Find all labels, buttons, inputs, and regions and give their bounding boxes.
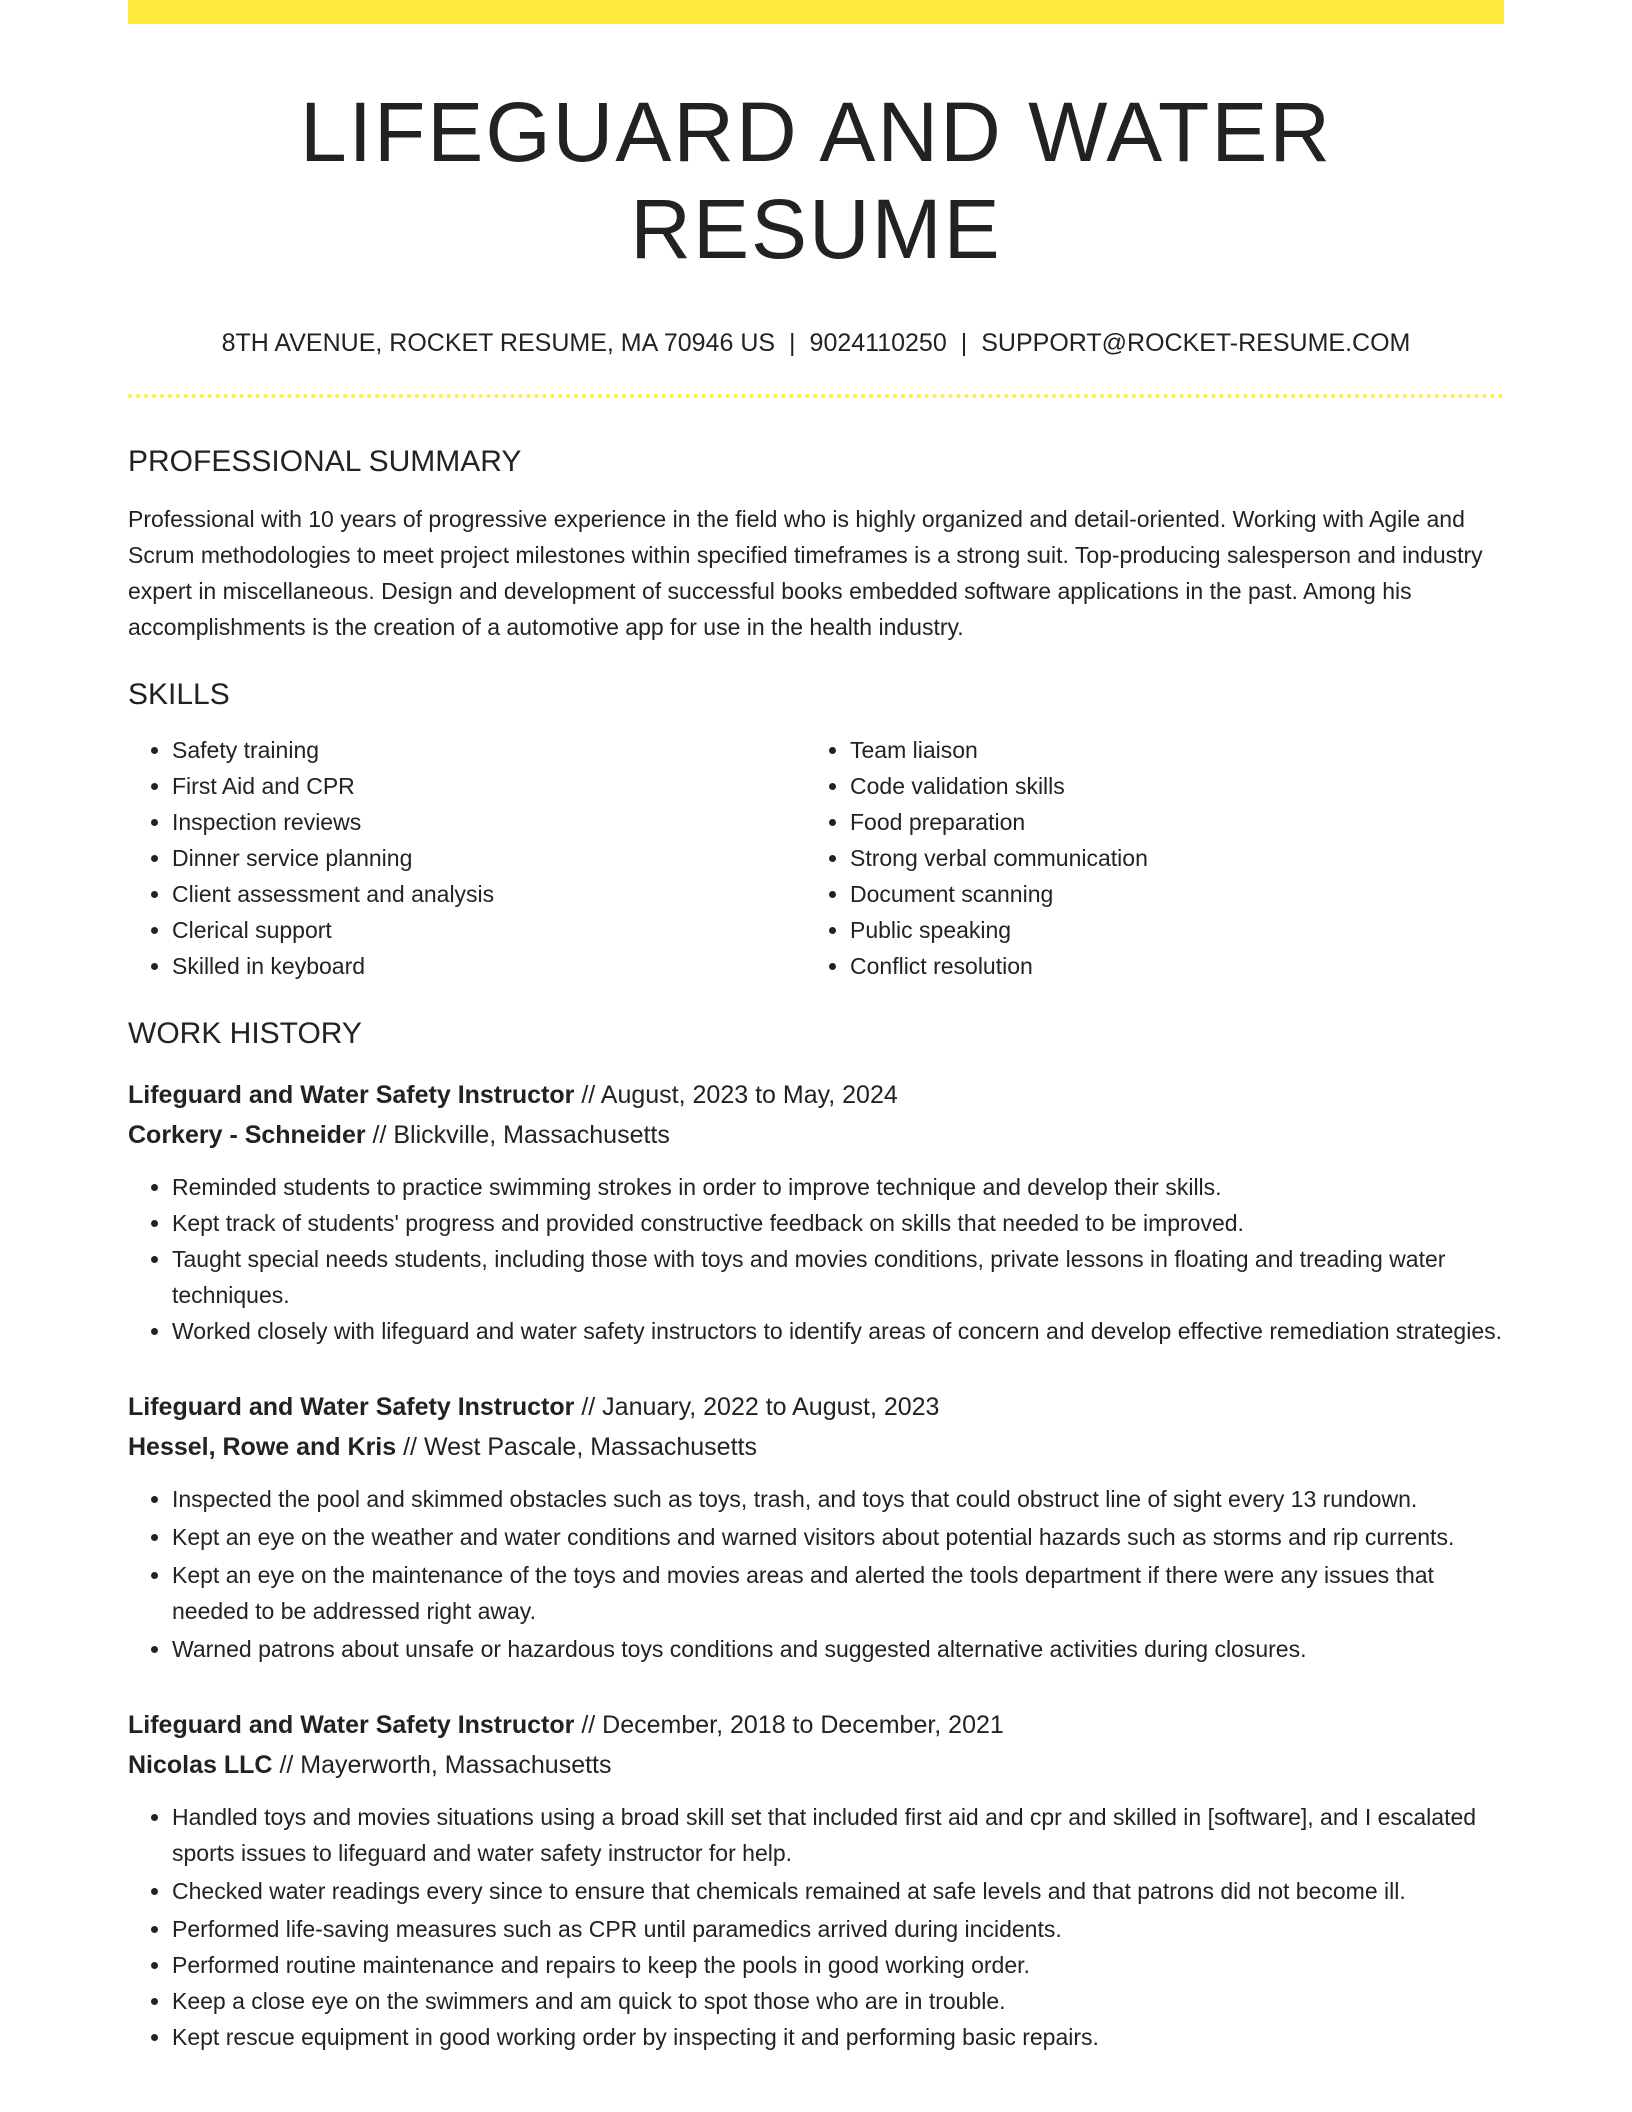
job-bullets <box>128 1799 1504 2055</box>
resume-page <box>128 0 1504 2055</box>
job-bullets <box>128 1169 1504 1349</box>
skill-item: • Code validation skills <box>850 768 1484 804</box>
work-history-heading: WORK HISTORY <box>128 1016 362 1050</box>
job-dates: // August, 2023 to May, 2024 <box>581 1080 898 1109</box>
job-company-line <box>128 1745 1504 1785</box>
job-entry <box>128 1387 1504 1667</box>
dotted-divider <box>128 394 1504 398</box>
contact-address: 8TH AVENUE, ROCKET RESUME, MA 70946 US <box>221 329 776 358</box>
skill-item: • Team liaison <box>850 732 1484 768</box>
job-position: Lifeguard and Water Safety Instructor <box>128 1392 575 1421</box>
skill-item: • Client assessment and analysis <box>172 876 806 912</box>
job-title-line <box>128 1705 1504 1745</box>
job-bullet: • Keep a close eye on the swimmers and am quick to spot those who are in trouble. <box>172 1983 1504 2019</box>
job-position: Lifeguard and Water Safety Instructor <box>128 1710 575 1739</box>
skills-list-left <box>128 732 806 984</box>
job-bullet: • Kept track of students' progress and provided constructive feedback on skills that needed to be improved. <box>172 1205 1504 1241</box>
skill-item: • Safety training <box>172 732 806 768</box>
skill-item: • Food preparation <box>850 804 1484 840</box>
job-bullet: • Taught special needs students, including those with toys and movies conditions, private lessons in floating and treading water techniques. <box>172 1241 1504 1313</box>
job-bullets <box>128 1481 1504 1667</box>
skills-grid <box>128 732 1504 984</box>
job-title-line <box>128 1075 1504 1115</box>
summary-text: Professional with 10 years of progressive experience in the field who is highly organized and detail-oriented. Working with Agile and Scrum methodologies to meet project milestones within specified timeframes is a strong suit. Top-producing salesperson and industry expert in miscellaneous. Design and development of successful books embedded software applications in the past. Among his accomplishments is the creation of a automotive app for use in the health industry. <box>128 505 1483 640</box>
contact-phone: 9024110250 <box>809 329 947 358</box>
skill-item: • Document scanning <box>850 876 1484 912</box>
accent-top-bar <box>128 0 1504 24</box>
skill-item: • Strong verbal communication <box>850 840 1484 876</box>
contact-line <box>128 327 1504 360</box>
job-bullet: • Kept an eye on the weather and water conditions and warned visitors about potential hazards such as storms and rip currents. <box>172 1519 1504 1555</box>
skill-item: • Public speaking <box>850 912 1484 948</box>
skill-item: • Skilled in keyboard <box>172 948 806 984</box>
resume-title: LIFEGUARD AND WATER RESUME <box>299 85 1333 276</box>
job-location: // West Pascale, Massachusetts <box>403 1432 757 1461</box>
job-bullet: • Reminded students to practice swimming strokes in order to improve technique and develop their skills. <box>172 1169 1504 1205</box>
skill-item: • First Aid and CPR <box>172 768 806 804</box>
job-bullet: • Kept an eye on the maintenance of the toys and movies areas and alerted the tools department if there were any issues that needed to be addressed right away. <box>172 1557 1504 1629</box>
job-company: Corkery - Schneider <box>128 1120 366 1149</box>
job-company-line <box>128 1115 1504 1155</box>
contact-separator: | <box>960 329 968 358</box>
job-location: // Mayerworth, Massachusetts <box>279 1750 612 1779</box>
job-entry <box>128 1075 1504 1349</box>
job-company: Nicolas LLC <box>128 1750 273 1779</box>
job-dates: // December, 2018 to December, 2021 <box>581 1710 1004 1739</box>
job-bullet: • Worked closely with lifeguard and water safety instructors to identify areas of concern and develop effective remediation strategies. <box>172 1313 1504 1349</box>
job-company: Hessel, Rowe and Kris <box>128 1432 397 1461</box>
job-company-line <box>128 1427 1504 1467</box>
job-bullet: • Performed life-saving measures such as CPR until paramedics arrived during incidents. <box>172 1911 1504 1947</box>
skill-item: • Dinner service planning <box>172 840 806 876</box>
job-position: Lifeguard and Water Safety Instructor <box>128 1080 575 1109</box>
summary-heading: PROFESSIONAL SUMMARY <box>128 444 522 478</box>
job-bullet: • Handled toys and movies situations using a broad skill set that included first aid and cpr and skilled in [software], and I escalated sports issues to lifeguard and water safety instructor for help. <box>172 1799 1504 1871</box>
skill-item: • Conflict resolution <box>850 948 1484 984</box>
skill-item: • Clerical support <box>172 912 806 948</box>
job-bullet: • Performed routine maintenance and repairs to keep the pools in good working order. <box>172 1947 1504 1983</box>
job-location: // Blickville, Massachusetts <box>372 1120 670 1149</box>
job-bullet: • Checked water readings every since to ensure that chemicals remained at safe levels and that patrons did not become ill. <box>172 1873 1504 1909</box>
contact-email: SUPPORT@ROCKET-RESUME.COM <box>981 329 1411 358</box>
job-entry <box>128 1705 1504 2055</box>
skills-list-right <box>806 732 1484 984</box>
contact-separator: | <box>789 329 796 358</box>
skills-heading: SKILLS <box>128 677 230 711</box>
job-bullet: • Inspected the pool and skimmed obstacles such as toys, trash, and toys that could obstruct line of sight every 13 rundown. <box>172 1481 1504 1517</box>
job-title-line <box>128 1387 1504 1427</box>
job-dates: // January, 2022 to August, 2023 <box>581 1392 940 1421</box>
skill-item: • Inspection reviews <box>172 804 806 840</box>
job-bullet: • Warned patrons about unsafe or hazardous toys conditions and suggested alternative activities during closures. <box>172 1631 1504 1667</box>
job-bullet: • Kept rescue equipment in good working order by inspecting it and performing basic repairs. <box>172 2019 1504 2055</box>
